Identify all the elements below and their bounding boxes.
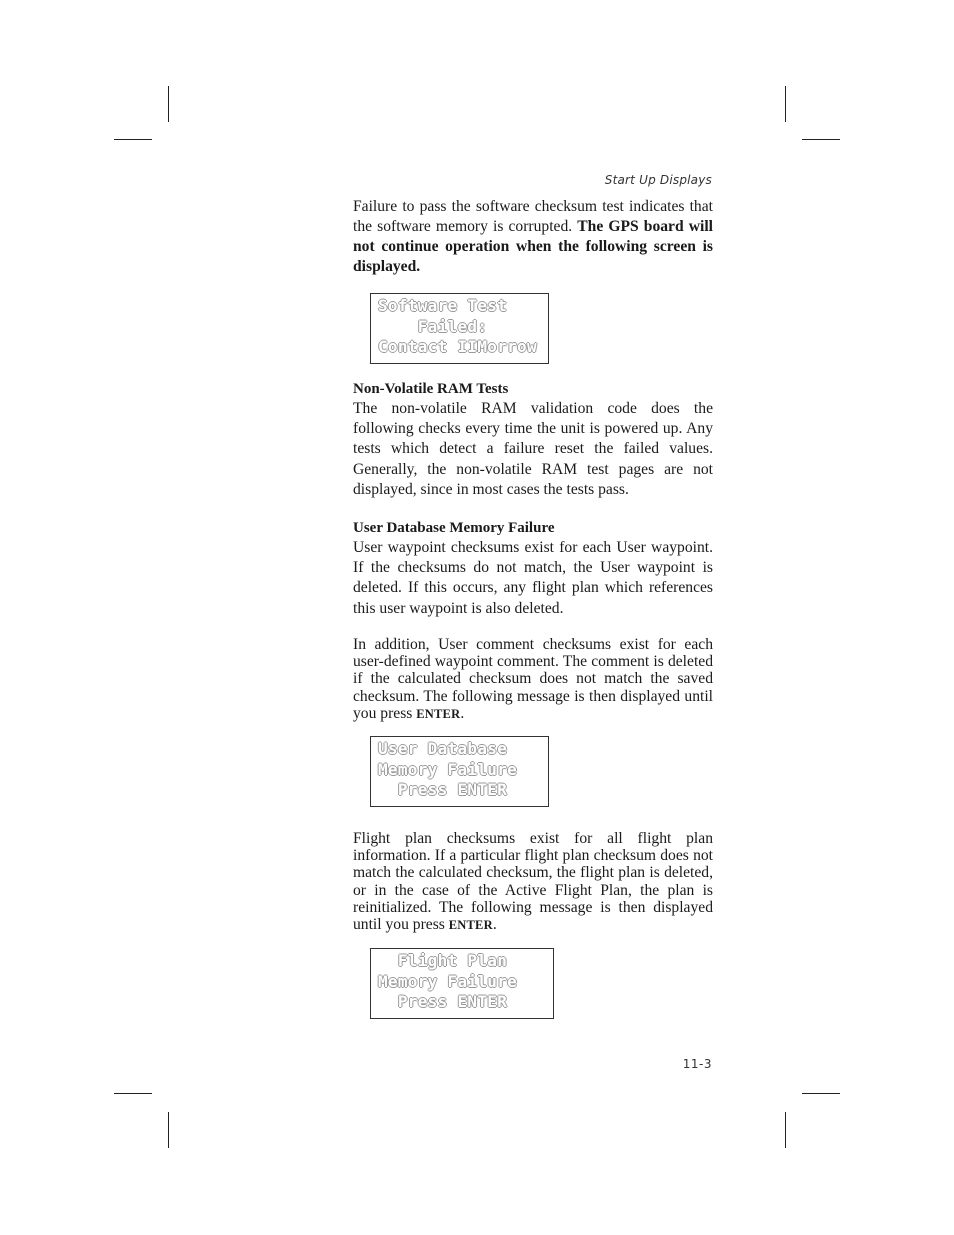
lcd-line: Flight Plan (378, 951, 508, 970)
user-db-paragraph-1: User waypoint checksums exist for each User waypoint. If the checksums do not match, the User waypoint is deleted. If this occurs, any flight plan which references this user waypoint is also deleted. (353, 539, 713, 617)
user-comment-section (353, 636, 713, 723)
crop-mark-top-right-horizontal (802, 139, 840, 140)
lcd-screen-flight-plan (370, 948, 554, 1019)
enter-key-label: ENTER (448, 918, 493, 933)
enter-key-label: ENTER (416, 706, 461, 721)
crop-mark-top-right-vertical (785, 86, 786, 122)
lcd-line: Contact IIMorrow (378, 337, 537, 356)
lcd-line: Press ENTER (378, 780, 508, 799)
lcd-line: Memory Failure (378, 971, 518, 991)
lcd-screen-software-test (370, 293, 549, 364)
crop-mark-bottom-left-vertical (168, 1112, 169, 1148)
period: . (460, 704, 465, 722)
lcd-line: Software Test (378, 296, 508, 315)
running-header: Start Up Displays (604, 173, 712, 187)
lcd-line: Failed: (378, 316, 488, 336)
lcd-line: Memory Failure (378, 759, 518, 779)
crop-mark-top-left-vertical (168, 86, 169, 122)
user-db-paragraph-2-text: In addition, User comment checksums exist for each user-defined waypoint comment. The comment is deleted if the calculated checksum does not match the saved checksum. The following message is then displayed until you press (353, 636, 713, 722)
nvram-heading: Non-Volatile RAM Tests (353, 381, 509, 397)
user-db-paragraph-2 (353, 636, 713, 723)
user-db-section (353, 518, 713, 619)
software-failure-warning: The GPS board will not continue operation when the following screen is displayed. (353, 218, 713, 275)
user-db-heading: User Database Memory Failure (353, 520, 555, 536)
lcd-line: Press ENTER (378, 992, 508, 1011)
software-failure-paragraph (353, 197, 713, 277)
crop-mark-bottom-right-horizontal (802, 1093, 840, 1094)
nvram-section (353, 379, 713, 500)
crop-mark-top-left-horizontal (114, 139, 152, 140)
crop-mark-bottom-left-horizontal (114, 1093, 152, 1094)
crop-mark-bottom-right-vertical (785, 1112, 786, 1148)
lcd-line: User Database (378, 739, 508, 758)
flight-plan-paragraph (353, 830, 713, 934)
nvram-paragraph: The non-volatile RAM validation code does the following checks every time the unit is powered up. Any tests which detect a failure reset the failed values. Generally, the non-volatile RAM test pages are not displayed, since in most cases the tests pass. (353, 400, 713, 498)
lcd-screen-user-database (370, 736, 549, 807)
period: . (492, 916, 497, 934)
page-number: 11-3 (682, 1057, 712, 1071)
flight-plan-text: Flight plan checksums exist for all flight plan information. If a particular flight plan checksum does not match the calculated checksum, the flight plan is deleted, or in the case of the Active Flight Plan, the plan is reinitialized. The following message is then displayed until you press (353, 830, 713, 934)
software-failure-text: Failure to pass the software checksum test indicates that the software memory is corrupted. (353, 198, 713, 235)
flight-plan-section (353, 830, 713, 934)
software-failure-section (353, 197, 713, 277)
